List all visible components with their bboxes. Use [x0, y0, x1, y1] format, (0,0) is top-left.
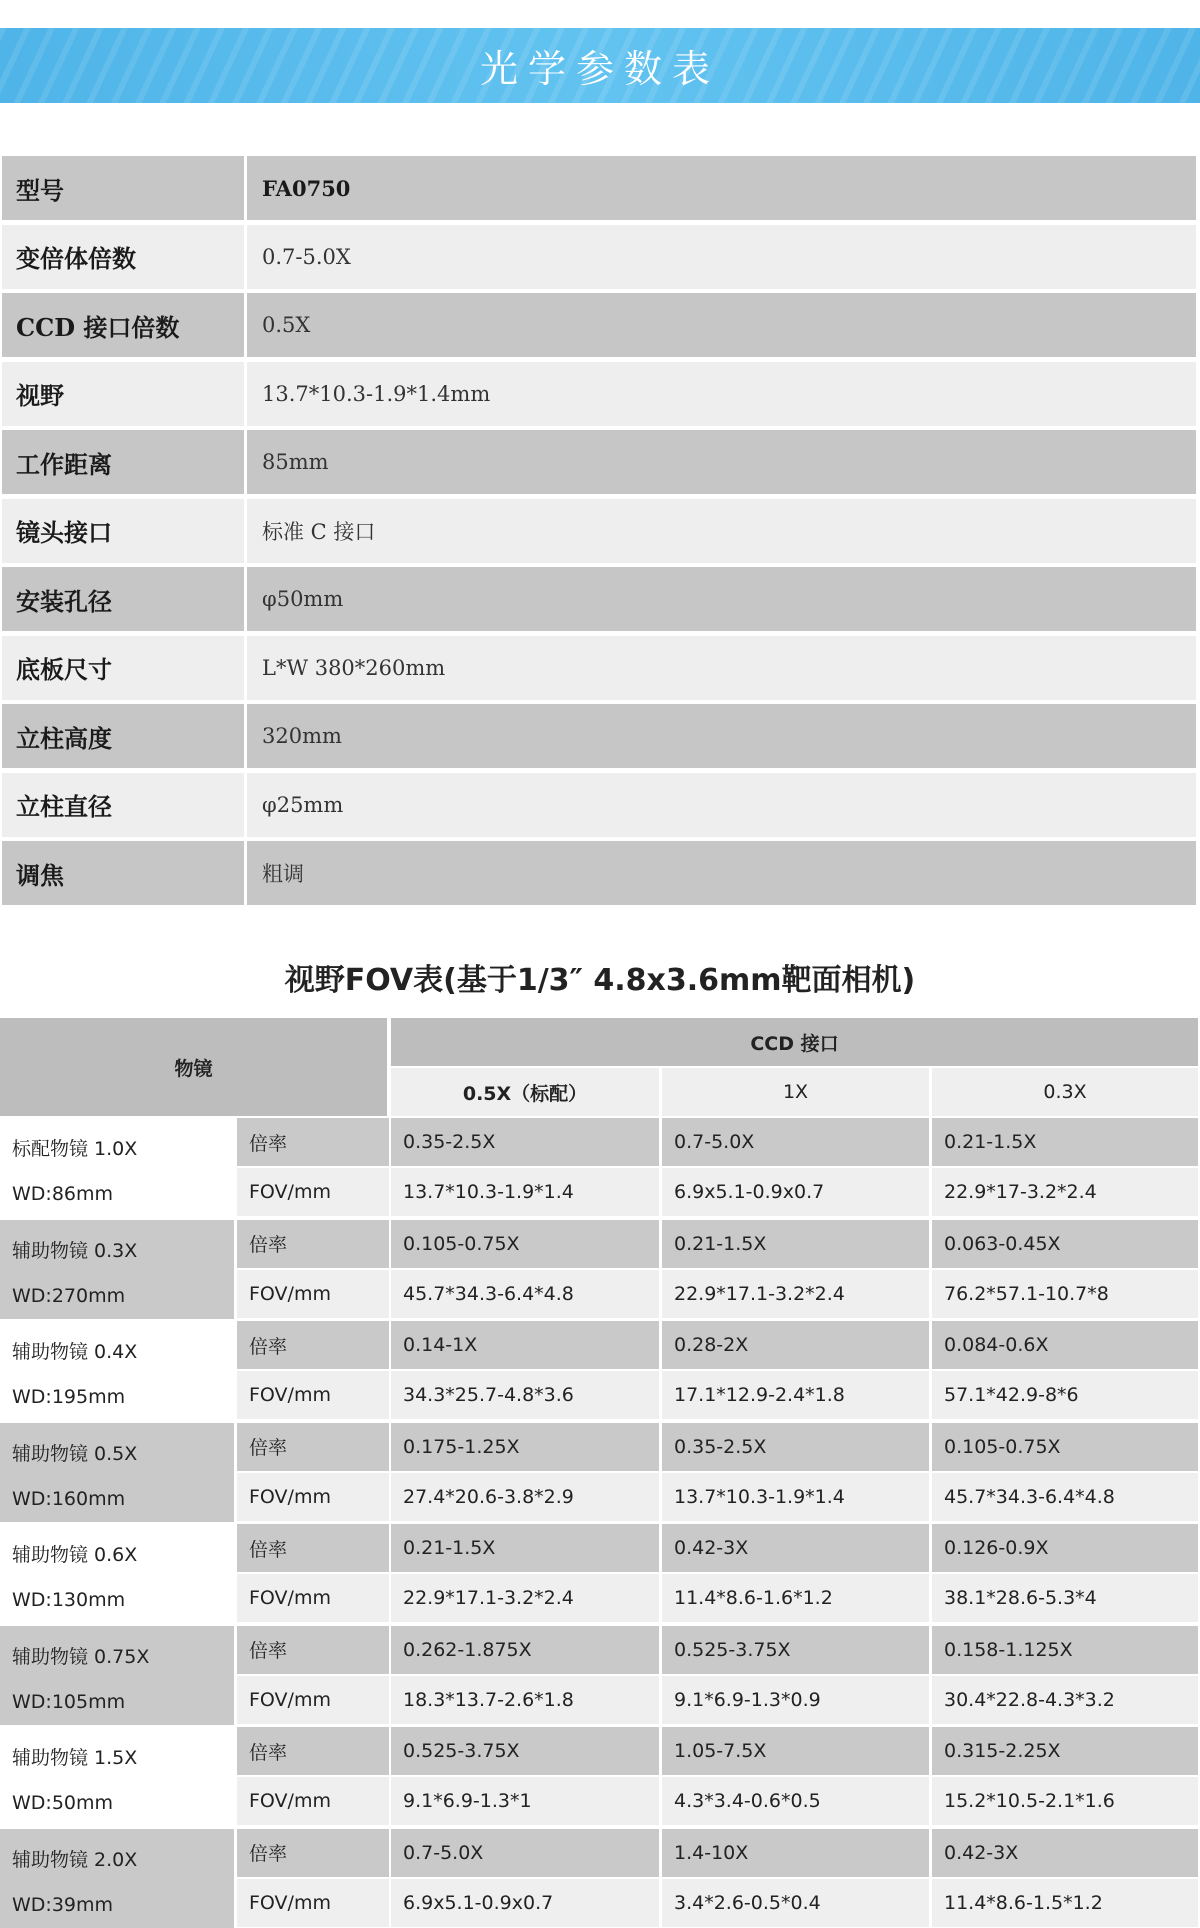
fov-value: 9.1*6.9-1.3*0.9: [662, 1676, 929, 1724]
magnification-row: [237, 1524, 1198, 1572]
fov-row: [237, 1270, 1198, 1318]
header-col-2: 0.3X: [932, 1068, 1198, 1116]
objective-name: 辅助物镜 0.3X: [12, 1236, 137, 1263]
objective-cell: [0, 1524, 234, 1624]
fov-value: 6.9x5.1-0.9x0.7: [662, 1168, 929, 1216]
magnification-value: 0.14-1X: [391, 1321, 659, 1369]
magnification-value: 0.7-5.0X: [662, 1118, 929, 1166]
fov-table-title: 视野FOV表(基于1/3″ 4.8x3.6mm靶面相机): [0, 955, 1200, 999]
objective-name: 辅助物镜 0.4X: [12, 1337, 137, 1364]
spec-value: FA0750: [247, 156, 1196, 220]
working-distance: WD:50mm: [12, 1792, 113, 1814]
objective-group: [0, 1423, 1198, 1523]
objective-cell: [0, 1118, 234, 1218]
fov-value: 9.1*6.9-1.3*1: [391, 1777, 659, 1825]
working-distance: WD:130mm: [12, 1589, 125, 1611]
objective-name: 辅助物镜 0.5X: [12, 1439, 137, 1466]
section-banner: [0, 28, 1200, 103]
fov-value: 4.3*3.4-0.6*0.5: [662, 1777, 929, 1825]
fov-value: 13.7*10.3-1.9*1.4: [662, 1473, 929, 1521]
fov-value: 11.4*8.6-1.5*1.2: [932, 1879, 1198, 1927]
magnification-label: 倍率: [237, 1220, 389, 1268]
magnification-value: 1.05-7.5X: [662, 1727, 929, 1775]
magnification-value: 0.35-2.5X: [391, 1118, 659, 1166]
spec-label: 镜头接口: [2, 499, 244, 563]
fov-row: [237, 1879, 1198, 1927]
objective-group: [0, 1626, 1198, 1726]
objective-cell: [0, 1321, 234, 1421]
spec-label: 立柱高度: [2, 704, 244, 768]
fov-row: [237, 1371, 1198, 1419]
spec-label: 底板尺寸: [2, 636, 244, 700]
objective-cell: [0, 1829, 234, 1928]
fov-table: [0, 1018, 1198, 1928]
magnification-value: 0.175-1.25X: [391, 1423, 659, 1471]
spec-value: 标准 C 接口: [247, 499, 1196, 563]
fov-value: 34.3*25.7-4.8*3.6: [391, 1371, 659, 1419]
objective-name: 标配物镜 1.0X: [12, 1134, 137, 1161]
spec-row: [2, 499, 1196, 563]
spec-label: 工作距离: [2, 430, 244, 494]
magnification-value: 0.262-1.875X: [391, 1626, 659, 1674]
spec-row: [2, 841, 1196, 905]
objective-name: 辅助物镜 0.75X: [12, 1642, 149, 1669]
spec-value: φ50mm: [247, 567, 1196, 631]
magnification-label: 倍率: [237, 1524, 389, 1572]
header-col-1: 1X: [662, 1068, 929, 1116]
magnification-label: 倍率: [237, 1321, 389, 1369]
fov-row: [237, 1473, 1198, 1521]
spec-label: 型号: [2, 156, 244, 220]
magnification-value: 0.525-3.75X: [391, 1727, 659, 1775]
fov-value: 27.4*20.6-3.8*2.9: [391, 1473, 659, 1521]
magnification-value: 0.525-3.75X: [662, 1626, 929, 1674]
header-ccd-interface: CCD 接口: [391, 1018, 1198, 1066]
fov-label: FOV/mm: [237, 1777, 389, 1825]
magnification-value: 1.4-10X: [662, 1829, 929, 1877]
spec-label: 视野: [2, 362, 244, 426]
fov-value: 22.9*17-3.2*2.4: [932, 1168, 1198, 1216]
magnification-label: 倍率: [237, 1829, 389, 1877]
objective-group: [0, 1829, 1198, 1928]
magnification-row: [237, 1321, 1198, 1369]
magnification-value: 0.21-1.5X: [932, 1118, 1198, 1166]
spec-label: 安装孔径: [2, 567, 244, 631]
objective-name: 辅助物镜 0.6X: [12, 1540, 137, 1567]
fov-label: FOV/mm: [237, 1168, 389, 1216]
fov-value: 45.7*34.3-6.4*4.8: [932, 1473, 1198, 1521]
magnification-value: 0.315-2.25X: [932, 1727, 1198, 1775]
fov-table-header: [0, 1018, 1198, 1116]
fov-label: FOV/mm: [237, 1676, 389, 1724]
magnification-value: 0.126-0.9X: [932, 1524, 1198, 1572]
spec-value: 粗调: [247, 841, 1196, 905]
fov-value: 18.3*13.7-2.6*1.8: [391, 1676, 659, 1724]
spec-row: [2, 156, 1196, 220]
objective-group: [0, 1220, 1198, 1320]
objective-cell: [0, 1220, 234, 1320]
fov-value: 30.4*22.8-4.3*3.2: [932, 1676, 1198, 1724]
fov-value: 57.1*42.9-8*6: [932, 1371, 1198, 1419]
spec-value: 320mm: [247, 704, 1196, 768]
magnification-row: [237, 1423, 1198, 1471]
magnification-value: 0.105-0.75X: [932, 1423, 1198, 1471]
objective-name: 辅助物镜 1.5X: [12, 1743, 137, 1770]
magnification-row: [237, 1118, 1198, 1166]
fov-label: FOV/mm: [237, 1371, 389, 1419]
spec-table: [2, 156, 1196, 910]
magnification-label: 倍率: [237, 1626, 389, 1674]
header-col-0: 0.5X（标配）: [391, 1068, 659, 1116]
spec-label: CCD 接口倍数: [2, 293, 244, 357]
fov-value: 22.9*17.1-3.2*2.4: [391, 1574, 659, 1622]
working-distance: WD:86mm: [12, 1183, 113, 1205]
magnification-value: 0.35-2.5X: [662, 1423, 929, 1471]
spec-row: [2, 636, 1196, 700]
fov-value: 3.4*2.6-0.5*0.4: [662, 1879, 929, 1927]
objective-cell: [0, 1423, 234, 1523]
fov-value: 6.9x5.1-0.9x0.7: [391, 1879, 659, 1927]
fov-value: 45.7*34.3-6.4*4.8: [391, 1270, 659, 1318]
spec-label: 立柱直径: [2, 773, 244, 837]
magnification-row: [237, 1727, 1198, 1775]
spec-label: 调焦: [2, 841, 244, 905]
spec-value: φ25mm: [247, 773, 1196, 837]
fov-value: 76.2*57.1-10.7*8: [932, 1270, 1198, 1318]
fov-value: 13.7*10.3-1.9*1.4: [391, 1168, 659, 1216]
working-distance: WD:195mm: [12, 1386, 125, 1408]
fov-row: [237, 1676, 1198, 1724]
magnification-value: 0.063-0.45X: [932, 1220, 1198, 1268]
fov-row: [237, 1168, 1198, 1216]
magnification-label: 倍率: [237, 1423, 389, 1471]
objective-group: [0, 1524, 1198, 1624]
spec-value: 13.7*10.3-1.9*1.4mm: [247, 362, 1196, 426]
spec-row: [2, 362, 1196, 426]
objective-cell: [0, 1727, 234, 1827]
spec-value: L*W 380*260mm: [247, 636, 1196, 700]
working-distance: WD:105mm: [12, 1691, 125, 1713]
magnification-label: 倍率: [237, 1118, 389, 1166]
working-distance: WD:270mm: [12, 1285, 125, 1307]
spec-label: 变倍体倍数: [2, 225, 244, 289]
fov-value: 15.2*10.5-2.1*1.6: [932, 1777, 1198, 1825]
spec-row: [2, 704, 1196, 768]
magnification-value: 0.105-0.75X: [391, 1220, 659, 1268]
spec-row: [2, 567, 1196, 631]
fov-label: FOV/mm: [237, 1473, 389, 1521]
magnification-row: [237, 1829, 1198, 1877]
magnification-value: 0.084-0.6X: [932, 1321, 1198, 1369]
working-distance: WD:39mm: [12, 1894, 113, 1916]
magnification-value: 0.21-1.5X: [391, 1524, 659, 1572]
fov-value: 17.1*12.9-2.4*1.8: [662, 1371, 929, 1419]
fov-label: FOV/mm: [237, 1574, 389, 1622]
spec-row: [2, 773, 1196, 837]
spec-row: [2, 225, 1196, 289]
fov-row: [237, 1777, 1198, 1825]
objective-group: [0, 1321, 1198, 1421]
fov-label: FOV/mm: [237, 1270, 389, 1318]
spec-value: 0.5X: [247, 293, 1196, 357]
magnification-value: 0.28-2X: [662, 1321, 929, 1369]
fov-value: 22.9*17.1-3.2*2.4: [662, 1270, 929, 1318]
working-distance: WD:160mm: [12, 1488, 125, 1510]
spec-value: 0.7-5.0X: [247, 225, 1196, 289]
magnification-value: 0.158-1.125X: [932, 1626, 1198, 1674]
magnification-label: 倍率: [237, 1727, 389, 1775]
spec-row: [2, 430, 1196, 494]
fov-row: [237, 1574, 1198, 1622]
objective-cell: [0, 1626, 234, 1726]
objective-name: 辅助物镜 2.0X: [12, 1845, 137, 1872]
banner-title: 光学参数表: [480, 38, 720, 93]
objective-group: [0, 1118, 1198, 1218]
magnification-value: 0.42-3X: [662, 1524, 929, 1572]
magnification-value: 0.21-1.5X: [662, 1220, 929, 1268]
spec-value: 85mm: [247, 430, 1196, 494]
magnification-value: 0.7-5.0X: [391, 1829, 659, 1877]
fov-value: 38.1*28.6-5.3*4: [932, 1574, 1198, 1622]
spec-row: [2, 293, 1196, 357]
header-objective: 物镜: [0, 1018, 387, 1116]
fov-value: 11.4*8.6-1.6*1.2: [662, 1574, 929, 1622]
fov-label: FOV/mm: [237, 1879, 389, 1927]
magnification-row: [237, 1626, 1198, 1674]
magnification-value: 0.42-3X: [932, 1829, 1198, 1877]
objective-group: [0, 1727, 1198, 1827]
magnification-row: [237, 1220, 1198, 1268]
